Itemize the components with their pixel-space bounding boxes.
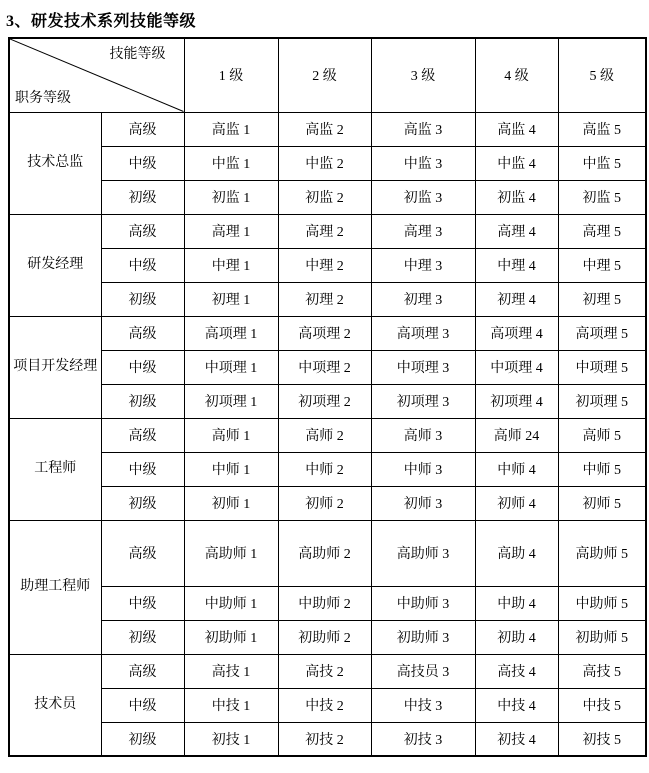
grade-cell: 高技员 3 — [371, 654, 475, 688]
grade-cell: 初技 3 — [371, 722, 475, 756]
column-header-level-3: 3 级 — [371, 38, 475, 112]
grade-cell: 初项理 2 — [278, 384, 371, 418]
grade-cell: 中监 4 — [475, 146, 558, 180]
corner-cell — [9, 38, 184, 112]
level-cell: 中级 — [101, 452, 184, 486]
level-cell: 高级 — [101, 214, 184, 248]
grade-cell: 中技 1 — [184, 688, 278, 722]
grade-cell: 高监 2 — [278, 112, 371, 146]
level-cell: 高级 — [101, 316, 184, 350]
grade-cell: 中理 3 — [371, 248, 475, 282]
job-cell: 技术员 — [9, 654, 101, 756]
grade-cell: 初技 4 — [475, 722, 558, 756]
grade-cell: 高理 5 — [558, 214, 646, 248]
table-row — [9, 248, 646, 282]
grade-cell: 初监 4 — [475, 180, 558, 214]
grade-cell: 高项理 1 — [184, 316, 278, 350]
column-header-level-4: 4 级 — [475, 38, 558, 112]
grade-cell: 初监 3 — [371, 180, 475, 214]
grade-cell: 高助 4 — [475, 520, 558, 586]
table-row — [9, 688, 646, 722]
job-cell: 工程师 — [9, 418, 101, 520]
table-row — [9, 180, 646, 214]
grade-cell: 高技 4 — [475, 654, 558, 688]
grade-cell: 初项理 1 — [184, 384, 278, 418]
grade-cell: 中监 3 — [371, 146, 475, 180]
grade-cell: 高技 2 — [278, 654, 371, 688]
table-row — [9, 282, 646, 316]
column-header-level-1: 1 级 — [184, 38, 278, 112]
table-header-row — [9, 38, 646, 112]
grade-cell: 初助 4 — [475, 620, 558, 654]
grade-cell: 初理 1 — [184, 282, 278, 316]
grade-cell: 中理 2 — [278, 248, 371, 282]
level-cell: 高级 — [101, 418, 184, 452]
grade-cell: 初师 3 — [371, 486, 475, 520]
grade-cell: 高监 5 — [558, 112, 646, 146]
grade-cell: 高技 1 — [184, 654, 278, 688]
table-row — [9, 722, 646, 756]
skill-level-table — [8, 37, 647, 757]
level-cell: 中级 — [101, 146, 184, 180]
grade-cell: 中理 4 — [475, 248, 558, 282]
grade-cell: 初项理 3 — [371, 384, 475, 418]
grade-cell: 中技 5 — [558, 688, 646, 722]
grade-cell: 中技 2 — [278, 688, 371, 722]
grade-cell: 中师 4 — [475, 452, 558, 486]
grade-cell: 初监 5 — [558, 180, 646, 214]
grade-cell: 中助师 3 — [371, 586, 475, 620]
level-cell: 中级 — [101, 350, 184, 384]
grade-cell: 中项理 4 — [475, 350, 558, 384]
table-row — [9, 146, 646, 180]
grade-cell: 中师 3 — [371, 452, 475, 486]
grade-cell: 初师 5 — [558, 486, 646, 520]
column-header-level-2: 2 级 — [278, 38, 371, 112]
grade-cell: 初监 2 — [278, 180, 371, 214]
table-row — [9, 654, 646, 688]
grade-cell: 高助师 3 — [371, 520, 475, 586]
grade-cell: 高监 4 — [475, 112, 558, 146]
grade-cell: 中师 5 — [558, 452, 646, 486]
grade-cell: 高师 1 — [184, 418, 278, 452]
table-row — [9, 520, 646, 586]
job-cell: 研发经理 — [9, 214, 101, 316]
grade-cell: 中师 1 — [184, 452, 278, 486]
table-row — [9, 350, 646, 384]
skill-level-axis-label: 技能等级 — [109, 47, 166, 62]
grade-cell: 初理 4 — [475, 282, 558, 316]
grade-cell: 中理 1 — [184, 248, 278, 282]
grade-cell: 初技 2 — [278, 722, 371, 756]
grade-cell: 初师 2 — [278, 486, 371, 520]
table-row — [9, 620, 646, 654]
table-row — [9, 214, 646, 248]
column-header-level-5: 5 级 — [558, 38, 646, 112]
grade-cell: 中技 4 — [475, 688, 558, 722]
level-cell: 高级 — [101, 112, 184, 146]
table-row — [9, 112, 646, 146]
grade-cell: 中助师 2 — [278, 586, 371, 620]
grade-cell: 高理 4 — [475, 214, 558, 248]
grade-cell: 高理 1 — [184, 214, 278, 248]
grade-cell: 初项理 4 — [475, 384, 558, 418]
grade-cell: 初项理 5 — [558, 384, 646, 418]
skill-table-body — [9, 38, 646, 756]
job-level-axis-label: 职务等级 — [15, 90, 71, 106]
grade-cell: 高助师 2 — [278, 520, 371, 586]
grade-cell: 中技 3 — [371, 688, 475, 722]
grade-cell: 高助师 1 — [184, 520, 278, 586]
grade-cell: 初助师 5 — [558, 620, 646, 654]
table-row — [9, 586, 646, 620]
grade-cell: 中监 1 — [184, 146, 278, 180]
table-row — [9, 384, 646, 418]
grade-cell: 高项理 3 — [371, 316, 475, 350]
grade-cell: 高师 2 — [278, 418, 371, 452]
table-row — [9, 452, 646, 486]
grade-cell: 高师 3 — [371, 418, 475, 452]
grade-cell: 中师 2 — [278, 452, 371, 486]
level-cell: 中级 — [101, 248, 184, 282]
grade-cell: 中监 2 — [278, 146, 371, 180]
level-cell: 初级 — [101, 486, 184, 520]
level-cell: 初级 — [101, 722, 184, 756]
level-cell: 初级 — [101, 282, 184, 316]
level-cell: 中级 — [101, 688, 184, 722]
grade-cell: 高助师 5 — [558, 520, 646, 586]
grade-cell: 初监 1 — [184, 180, 278, 214]
grade-cell: 中理 5 — [558, 248, 646, 282]
level-cell: 初级 — [101, 620, 184, 654]
grade-cell: 高项理 4 — [475, 316, 558, 350]
grade-cell: 初技 5 — [558, 722, 646, 756]
level-cell: 初级 — [101, 384, 184, 418]
table-row — [9, 486, 646, 520]
grade-cell: 中助 4 — [475, 586, 558, 620]
grade-cell: 高理 2 — [278, 214, 371, 248]
grade-cell: 中助师 5 — [558, 586, 646, 620]
grade-cell: 高师 5 — [558, 418, 646, 452]
grade-cell: 高监 3 — [371, 112, 475, 146]
grade-cell: 中监 5 — [558, 146, 646, 180]
grade-cell: 初技 1 — [184, 722, 278, 756]
level-cell: 中级 — [101, 586, 184, 620]
grade-cell: 高项理 5 — [558, 316, 646, 350]
table-row — [9, 316, 646, 350]
grade-cell: 高监 1 — [184, 112, 278, 146]
job-cell: 技术总监 — [9, 112, 101, 214]
grade-cell: 中助师 1 — [184, 586, 278, 620]
grade-cell: 初师 1 — [184, 486, 278, 520]
page-title: 3、研发技术系列技能等级 — [6, 13, 197, 30]
grade-cell: 初理 5 — [558, 282, 646, 316]
job-cell: 助理工程师 — [9, 520, 101, 654]
level-cell: 高级 — [101, 520, 184, 586]
grade-cell: 初助师 3 — [371, 620, 475, 654]
grade-cell: 初助师 1 — [184, 620, 278, 654]
job-cell: 项目开发经理 — [9, 316, 101, 418]
grade-cell: 初理 2 — [278, 282, 371, 316]
level-cell: 初级 — [101, 180, 184, 214]
grade-cell: 初师 4 — [475, 486, 558, 520]
grade-cell: 初助师 2 — [278, 620, 371, 654]
table-row — [9, 418, 646, 452]
grade-cell: 高项理 2 — [278, 316, 371, 350]
level-cell: 高级 — [101, 654, 184, 688]
grade-cell: 中项理 3 — [371, 350, 475, 384]
grade-cell: 初理 3 — [371, 282, 475, 316]
grade-cell: 高师 24 — [475, 418, 558, 452]
grade-cell: 中项理 1 — [184, 350, 278, 384]
grade-cell: 高技 5 — [558, 654, 646, 688]
grade-cell: 中项理 5 — [558, 350, 646, 384]
grade-cell: 中项理 2 — [278, 350, 371, 384]
grade-cell: 高理 3 — [371, 214, 475, 248]
